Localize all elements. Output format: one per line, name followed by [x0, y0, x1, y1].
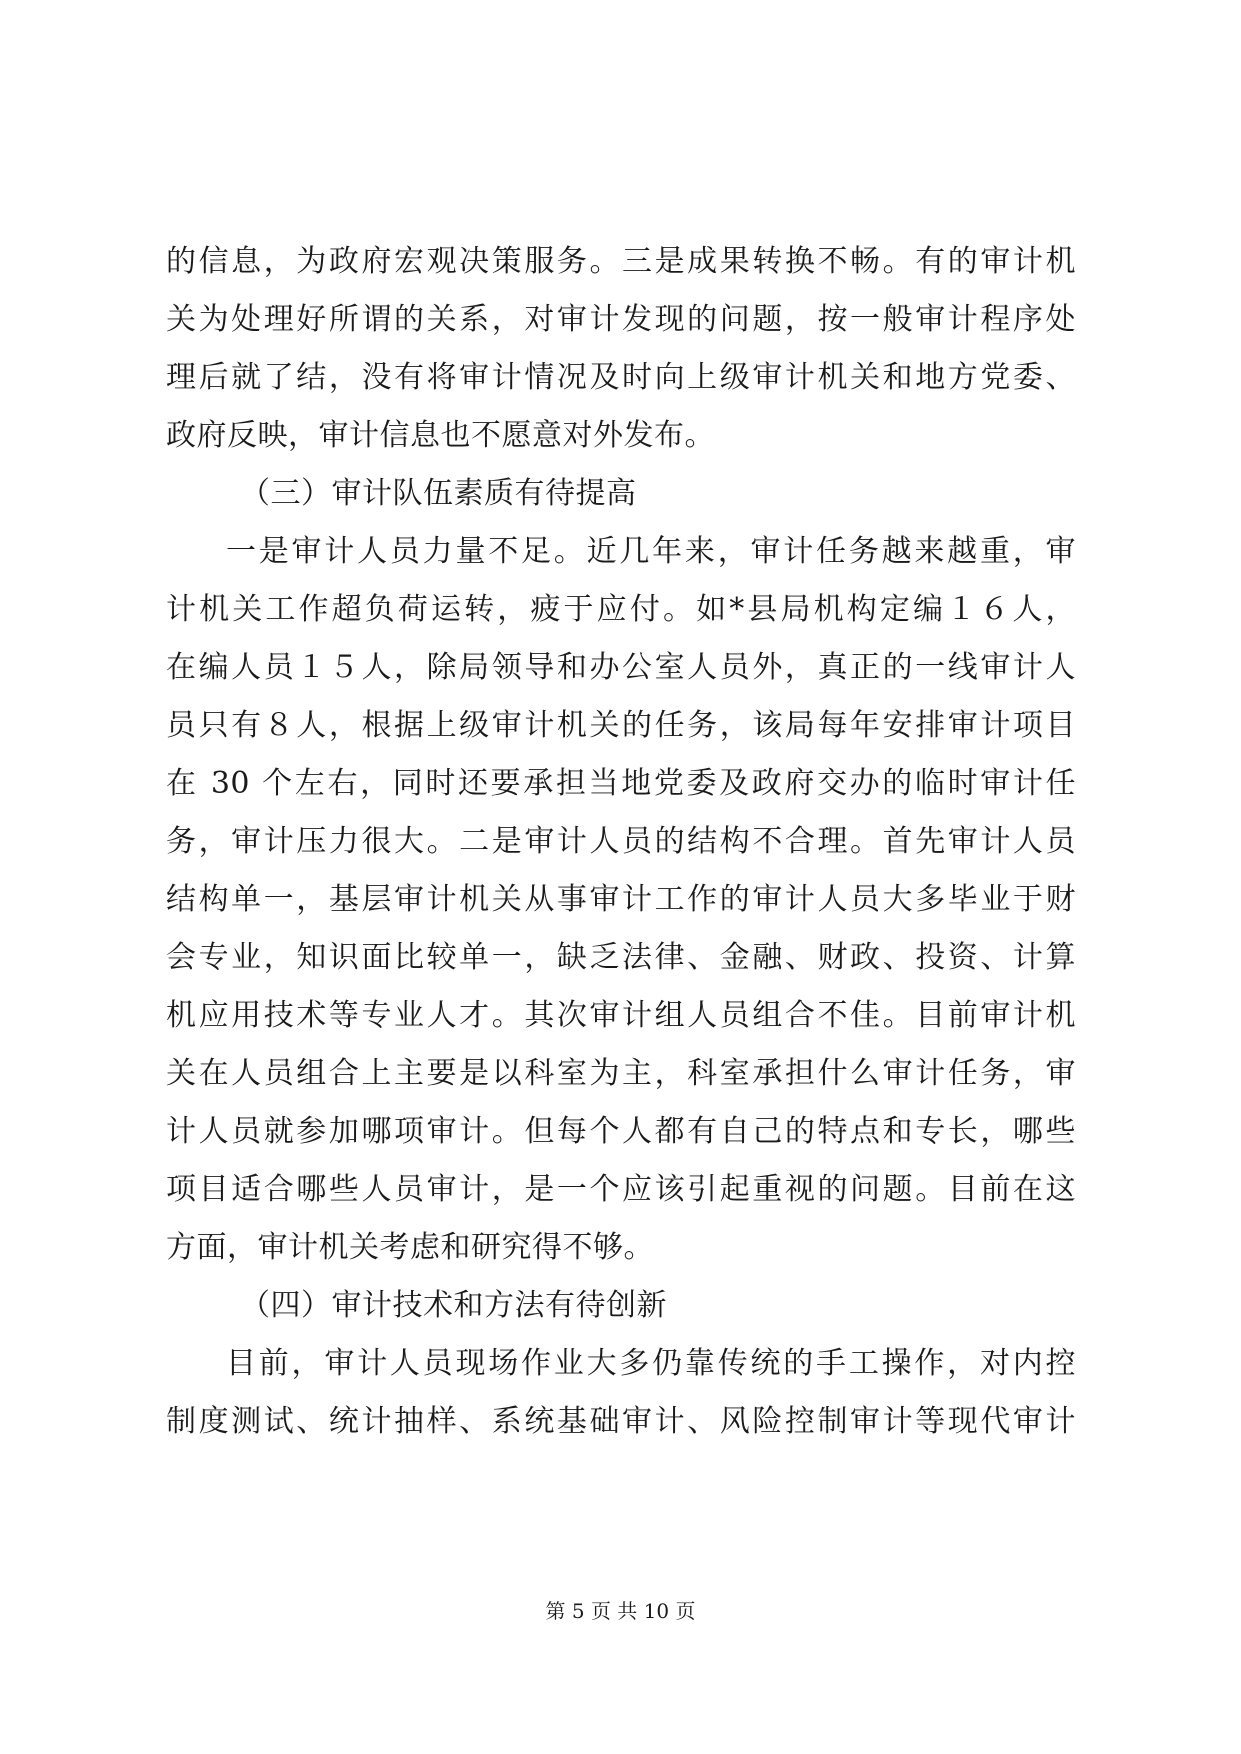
text-line: 计人员就参加哪项审计。但每个人都有自己的特点和专长，哪些	[166, 1114, 1076, 1149]
text-line: 在 30 个左右，同时还要承担当地党委及政府交办的临时审计任	[166, 766, 1076, 801]
text-line: 制度测试、统计抽样、系统基础审计、风险控制审计等现代审计	[166, 1404, 1076, 1439]
text-line: 方面，审计机关考虑和研究得不够。	[166, 1230, 654, 1265]
text-line: 政府反映，审计信息也不愿意对外发布。	[166, 418, 715, 453]
page-footer: 第 5 页 共 10 页	[545, 1599, 696, 1623]
text-line: 关为处理好所谓的关系，对审计发现的问题，按一般审计程序处	[166, 302, 1076, 337]
text-line: 理后就了结，没有将审计情况及时向上级审计机关和地方党委、	[166, 360, 1076, 395]
section-heading: （三）审计队伍素质有待提高	[240, 476, 637, 511]
paragraph-first-line: 目前，审计人员现场作业大多仍靠传统的手工操作，对内控	[226, 1346, 1076, 1381]
text-line: 关在人员组合上主要是以科室为主，科室承担什么审计任务，审	[166, 1056, 1076, 1091]
text-line: 员只有８人，根据上级审计机关的任务，该局每年安排审计项目	[166, 708, 1076, 743]
text-line: 的信息，为政府宏观决策服务。三是成果转换不畅。有的审计机	[166, 244, 1076, 279]
text-line: 机应用技术等专业人才。其次审计组人员组合不佳。目前审计机	[166, 998, 1076, 1033]
text-line: 结构单一，基层审计机关从事审计工作的审计人员大多毕业于财	[166, 882, 1076, 917]
text-line: 在编人员１５人，除局领导和办公室人员外，真正的一线审计人	[166, 650, 1076, 685]
paragraph-first-line: 一是审计人员力量不足。近几年来，审计任务越来越重，审	[226, 534, 1076, 569]
text-line: 项目适合哪些人员审计，是一个应该引起重视的问题。目前在这	[166, 1172, 1076, 1207]
text-line: 务，审计压力很大。二是审计人员的结构不合理。首先审计人员	[166, 824, 1076, 859]
document-body	[166, 233, 1076, 1451]
text-line: 会专业，知识面比较单一，缺乏法律、金融、财政、投资、计算	[166, 940, 1076, 975]
text-line: 计机关工作超负荷运转，疲于应付。如*县局机构定编１６人，	[166, 592, 1076, 627]
section-heading: （四）审计技术和方法有待创新	[240, 1288, 667, 1323]
